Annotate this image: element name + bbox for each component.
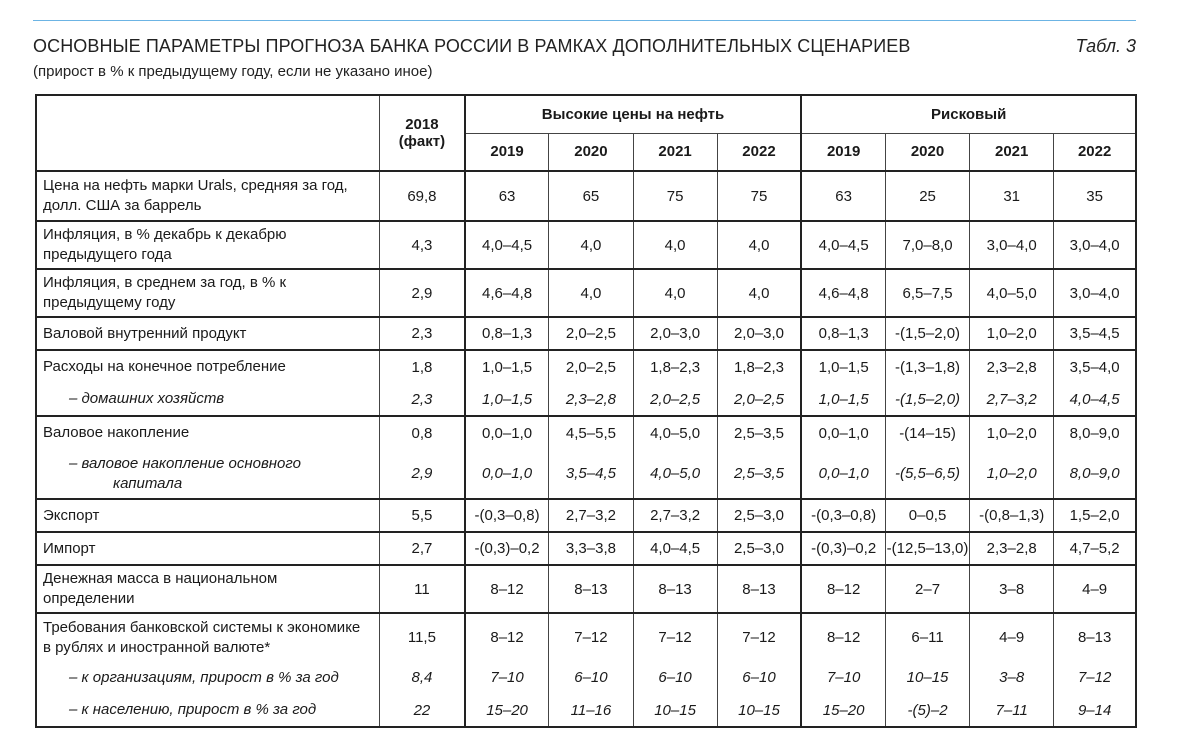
cell-value: 4,5–5,5 <box>549 416 633 449</box>
cell-value: -(0,3–0,8) <box>801 499 885 532</box>
table-row <box>36 383 1136 416</box>
cell-value: 15–20 <box>465 694 549 727</box>
cell-value: 2,0–3,0 <box>717 317 801 350</box>
cell-value: 7–10 <box>801 661 885 694</box>
cell-value: 10–15 <box>885 661 969 694</box>
header-year: 2019 <box>801 133 885 171</box>
cell-value: -(0,3)–0,2 <box>801 532 885 565</box>
cell-value: 11,5 <box>380 613 465 661</box>
table-row <box>36 694 1136 727</box>
cell-value: 3,3–3,8 <box>549 532 633 565</box>
cell-value: 2,3 <box>380 317 465 350</box>
cell-value: 8–12 <box>801 613 885 661</box>
cell-value: 8,4 <box>380 661 465 694</box>
cell-value: 63 <box>465 171 549 221</box>
header-year: 2022 <box>717 133 801 171</box>
cell-value: 2,7 <box>380 532 465 565</box>
cell-value: 7–12 <box>549 613 633 661</box>
cell-value: 9–14 <box>1054 694 1136 727</box>
table-body <box>36 171 1136 727</box>
row-label-text: Валовой внутренний продукт <box>43 324 247 342</box>
cell-value: -(1,5–2,0) <box>885 317 969 350</box>
row-label-text: Инфляция, в среднем за год, в % к предыдущему году <box>43 274 287 311</box>
table-row <box>36 317 1136 350</box>
row-label-text: – валовое накопление основного <box>69 454 301 472</box>
cell-value: 4–9 <box>970 613 1054 661</box>
cell-value: 3,5–4,5 <box>1054 317 1136 350</box>
cell-value: 31 <box>970 171 1054 221</box>
cell-value: 15–20 <box>801 694 885 727</box>
cell-value: 7–12 <box>717 613 801 661</box>
cell-value: 1,0–2,0 <box>970 449 1054 499</box>
cell-value: 4,0–5,0 <box>633 416 717 449</box>
cell-value: 4,0 <box>717 221 801 269</box>
cell-value: 2,9 <box>380 269 465 317</box>
row-label <box>36 350 380 383</box>
cell-value: 2,0–2,5 <box>717 383 801 416</box>
table-number: Табл. 3 <box>1075 36 1136 56</box>
cell-value: 0,0–1,0 <box>465 416 549 449</box>
cell-value: 6–10 <box>633 661 717 694</box>
cell-value: 4,0–4,5 <box>801 221 885 269</box>
cell-value: 0,0–1,0 <box>801 416 885 449</box>
row-label-text: Инфляция, в % декабрь к декабрю предыдущего года <box>43 226 287 263</box>
cell-value: -(0,3–0,8) <box>465 499 549 532</box>
cell-value: 8–13 <box>1054 613 1136 661</box>
cell-value: 4,0 <box>549 221 633 269</box>
cell-value: 65 <box>549 171 633 221</box>
cell-value: 10–15 <box>717 694 801 727</box>
table-row <box>36 171 1136 221</box>
cell-value: 7–11 <box>970 694 1054 727</box>
table-row <box>36 221 1136 269</box>
table-row <box>36 499 1136 532</box>
header-fact <box>380 95 465 171</box>
cell-value: 2,9 <box>380 449 465 499</box>
cell-value: -(0,3)–0,2 <box>465 532 549 565</box>
cell-value: 6,5–7,5 <box>885 269 969 317</box>
cell-value: 4,0–4,5 <box>1054 383 1136 416</box>
cell-value: 3–8 <box>970 661 1054 694</box>
row-label <box>36 383 380 416</box>
cell-value: -(0,8–1,3) <box>970 499 1054 532</box>
cell-value: 2,7–3,2 <box>549 499 633 532</box>
cell-value: 4,0 <box>717 269 801 317</box>
cell-value: 5,5 <box>380 499 465 532</box>
cell-value: 25 <box>885 171 969 221</box>
row-label-text-cont: капитала <box>113 474 183 492</box>
table-row <box>36 532 1136 565</box>
row-label-text: Денежная масса в национальном определении <box>43 570 278 607</box>
header-year: 2020 <box>885 133 969 171</box>
cell-value: 2,0–2,5 <box>633 383 717 416</box>
cell-value: 8–12 <box>465 613 549 661</box>
header-year: 2022 <box>1054 133 1136 171</box>
cell-value: 3,5–4,0 <box>1054 350 1136 383</box>
cell-value: 4,0–4,5 <box>633 532 717 565</box>
cell-value: -(14–15) <box>885 416 969 449</box>
cell-value: 2,0–2,5 <box>549 350 633 383</box>
table-title: ОСНОВНЫЕ ПАРАМЕТРЫ ПРОГНОЗА БАНКА РОССИИ В РАМКАХ ДОПОЛНИТЕЛЬНЫХ СЦЕНАРИЕВ <box>33 36 911 56</box>
row-label <box>36 221 380 269</box>
cell-value: 7–10 <box>465 661 549 694</box>
cell-value: 2,0–3,0 <box>633 317 717 350</box>
forecast-table <box>35 94 1137 728</box>
cell-value: 1,0–1,5 <box>465 350 549 383</box>
cell-value: 2,3–2,8 <box>970 532 1054 565</box>
cell-value: 4,3 <box>380 221 465 269</box>
cell-value: 7–12 <box>1054 661 1136 694</box>
row-label-text: – к организациям, прирост в % за год <box>69 668 339 686</box>
cell-value: 3,5–4,5 <box>549 449 633 499</box>
cell-value: 1,0–1,5 <box>801 350 885 383</box>
row-label-text: Цена на нефть марки Urals, средняя за год, долл. США за баррель <box>43 177 348 214</box>
cell-value: 2,7–3,2 <box>633 499 717 532</box>
row-label-text: Импорт <box>43 539 96 557</box>
cell-value: 3,0–4,0 <box>970 221 1054 269</box>
cell-value: 4,6–4,8 <box>801 269 885 317</box>
cell-value: 2,5–3,5 <box>717 416 801 449</box>
row-label <box>36 613 380 661</box>
header-scenario-high-oil: Высокие цены на нефть <box>465 95 802 133</box>
cell-value: 2,5–3,0 <box>717 499 801 532</box>
header-fact-note: (факт) <box>398 133 446 150</box>
cell-value: 2,3 <box>380 383 465 416</box>
cell-value: 2,5–3,0 <box>717 532 801 565</box>
cell-value: 1,8 <box>380 350 465 383</box>
cell-value: 2–7 <box>885 565 969 613</box>
cell-value: 4,0 <box>633 221 717 269</box>
cell-value: 6–10 <box>549 661 633 694</box>
row-label-text: Требования банковской системы к экономике в рублях и иностранной валюте* <box>43 618 361 656</box>
header-corner <box>36 95 380 171</box>
table-row <box>36 449 1136 499</box>
cell-value: 3–8 <box>970 565 1054 613</box>
cell-value: 8–13 <box>549 565 633 613</box>
cell-value: 1,8–2,3 <box>717 350 801 383</box>
cell-value: 2,7–3,2 <box>970 383 1054 416</box>
row-label <box>36 171 380 221</box>
row-label <box>36 694 380 727</box>
cell-value: 4,0–4,5 <box>465 221 549 269</box>
cell-value: 4–9 <box>1054 565 1136 613</box>
cell-value: 4,6–4,8 <box>465 269 549 317</box>
cell-value: 4,0 <box>633 269 717 317</box>
cell-value: -(5,5–6,5) <box>885 449 969 499</box>
cell-value: 0,0–1,0 <box>801 449 885 499</box>
cell-value: 0,0–1,0 <box>465 449 549 499</box>
row-label <box>36 499 380 532</box>
cell-value: 69,8 <box>380 171 465 221</box>
cell-value: -(5)–2 <box>885 694 969 727</box>
cell-value: 4,7–5,2 <box>1054 532 1136 565</box>
cell-value: 35 <box>1054 171 1136 221</box>
row-label <box>36 269 380 317</box>
row-label-text: Валовое накопление <box>43 424 190 441</box>
cell-value: 10–15 <box>633 694 717 727</box>
cell-value: 8,0–9,0 <box>1054 416 1136 449</box>
header-year: 2021 <box>633 133 717 171</box>
cell-value: 1,0–1,5 <box>801 383 885 416</box>
cell-value: 3,0–4,0 <box>1054 221 1136 269</box>
cell-value: -(1,5–2,0) <box>885 383 969 416</box>
row-label <box>36 532 380 565</box>
cell-value: 2,0–2,5 <box>549 317 633 350</box>
cell-value: 6–11 <box>885 613 969 661</box>
row-label-text: Расходы на конечное потребление <box>43 358 286 375</box>
cell-value: 3,0–4,0 <box>1054 269 1136 317</box>
cell-value: 0–0,5 <box>885 499 969 532</box>
cell-value: 0,8 <box>380 416 465 449</box>
cell-value: 7–12 <box>633 613 717 661</box>
cell-value: 75 <box>633 171 717 221</box>
cell-value: 11–16 <box>549 694 633 727</box>
cell-value: -(12,5–13,0) <box>885 532 969 565</box>
cell-value: 63 <box>801 171 885 221</box>
table-row <box>36 269 1136 317</box>
row-label <box>36 661 380 694</box>
header-scenario-risk: Рисковый <box>801 95 1136 133</box>
cell-value: 8,0–9,0 <box>1054 449 1136 499</box>
cell-value: 4,0–5,0 <box>633 449 717 499</box>
row-label <box>36 317 380 350</box>
table-row <box>36 416 1136 449</box>
row-label-text: – домашних хозяйств <box>69 390 225 407</box>
top-rule <box>33 20 1136 21</box>
table-subtitle: (прирост в % к предыдущему году, если не указано иное) <box>33 63 433 80</box>
cell-value: 8–12 <box>465 565 549 613</box>
header-fact-year: 2018 <box>405 116 439 133</box>
cell-value: 2,5–3,5 <box>717 449 801 499</box>
cell-value: 1,0–2,0 <box>970 416 1054 449</box>
row-label-text: – к населению, прирост в % за год <box>69 701 317 718</box>
header-year: 2021 <box>970 133 1054 171</box>
cell-value: 75 <box>717 171 801 221</box>
header-year: 2020 <box>549 133 633 171</box>
cell-value: 1,8–2,3 <box>633 350 717 383</box>
row-label <box>36 565 380 613</box>
cell-value: 4,0–5,0 <box>970 269 1054 317</box>
cell-value: 1,0–2,0 <box>970 317 1054 350</box>
cell-value: 8–12 <box>801 565 885 613</box>
table-row <box>36 350 1136 383</box>
cell-value: 0,8–1,3 <box>465 317 549 350</box>
cell-value: 1,0–1,5 <box>465 383 549 416</box>
table-row <box>36 661 1136 694</box>
cell-value: 2,3–2,8 <box>970 350 1054 383</box>
cell-value: 11 <box>380 565 465 613</box>
row-label <box>36 416 380 449</box>
cell-value: 8–13 <box>633 565 717 613</box>
cell-value: 7,0–8,0 <box>885 221 969 269</box>
cell-value: 22 <box>380 694 465 727</box>
row-label <box>36 449 380 499</box>
cell-value: 8–13 <box>717 565 801 613</box>
cell-value: 4,0 <box>549 269 633 317</box>
cell-value: 1,5–2,0 <box>1054 499 1136 532</box>
cell-value: -(1,3–1,8) <box>885 350 969 383</box>
row-label-text: Экспорт <box>43 506 100 524</box>
cell-value: 0,8–1,3 <box>801 317 885 350</box>
cell-value: 6–10 <box>717 661 801 694</box>
header-year: 2019 <box>465 133 549 171</box>
cell-value: 2,3–2,8 <box>549 383 633 416</box>
table-row <box>36 565 1136 613</box>
table-row <box>36 613 1136 661</box>
